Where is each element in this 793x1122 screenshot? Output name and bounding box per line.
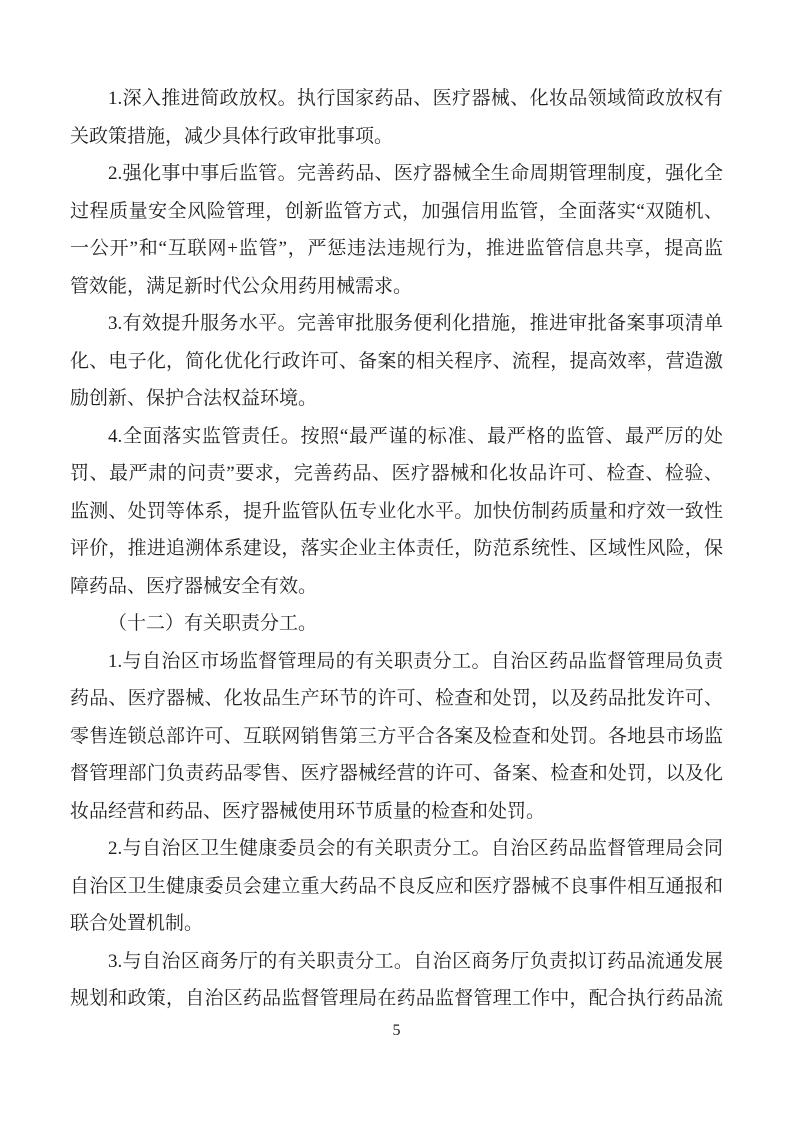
- text-line: 联合处置机制。: [70, 913, 204, 934]
- text-line: （十二）有关职责分工。: [108, 613, 318, 634]
- text-line: 督管理部门负责药品零售、医疗器械经营的许可、备案、检查和处罚，以及化: [70, 763, 723, 784]
- paragraph: [70, 643, 723, 831]
- text-line: 励创新、保护合法权益环境。: [70, 388, 318, 409]
- text-line: 零售连锁总部许可、互联网销售第三方平合各案及检查和处罚。各地县市场监: [70, 725, 723, 747]
- text-line: 4.全面落实监管责任。按照“最严谨的标准、最严格的监管、最严厉的处: [108, 425, 723, 447]
- text-line: 3.有效提升服务水平。完善审批服务便利化措施，推进审批备案事项清单: [108, 313, 723, 334]
- text-line: 一公开”和“互联网+监管”，严惩违法违规行为，推进监管信息共享，提高监: [70, 238, 723, 259]
- paragraph: [70, 830, 723, 943]
- paragraph: [70, 155, 723, 305]
- text-line: 药品、医疗器械、化妆品生产环节的许可、检查和处罚，以及药品批发许可、: [70, 688, 723, 709]
- page-number: 5: [392, 1022, 401, 1039]
- paragraph: [70, 943, 723, 1018]
- text-line: 自治区卫生健康委员会建立重大药品不良反应和医疗器械不良事件相互通报和: [70, 875, 723, 897]
- text-line: 1.与自治区市场监督管理局的有关职责分工。自治区药品监督管理局负责: [108, 650, 723, 672]
- text-line: 1.深入推进简政放权。执行国家药品、医疗器械、化妆品领域简政放权有: [108, 88, 723, 109]
- document-body: [70, 80, 723, 1018]
- text-line: 管效能，满足新时代公众用药用械需求。: [70, 275, 413, 297]
- text-line: 3.与自治区商务厅的有关职责分工。自治区商务厅负责拟订药品流通发展: [108, 950, 723, 972]
- paragraph: [70, 305, 723, 418]
- text-line: 规划和政策，自治区药品监督管理局在药品监督管理工作中，配合执行药品流: [70, 988, 723, 1009]
- text-line: 过程质量安全风险管理，创新监管方式，加强信用监管，全面落实“双随机、: [70, 200, 723, 222]
- text-line: 评价，推进追溯体系建设，落实企业主体责任，防范系统性、区域性风险，保: [70, 538, 723, 559]
- paragraph: [70, 80, 723, 155]
- text-line: 障药品、医疗器械安全有效。: [70, 575, 318, 597]
- paragraph: [70, 418, 723, 606]
- text-line: 2.与自治区卫生健康委员会的有关职责分工。自治区药品监督管理局会同: [108, 838, 723, 859]
- text-line: 罚、最严肃的问责”要求，完善药品、医疗器械和化妆品许可、检查、检验、: [70, 463, 723, 484]
- text-line: 监测、处罚等体系，提升监管队伍专业化水平。加快仿制药质量和疗效一致性: [70, 500, 723, 522]
- text-line: 妆品经营和药品、医疗器械使用环节质量的检查和处罚。: [70, 800, 546, 822]
- text-line: 化、电子化，简化优化行政许可、备案的相关程序、流程，提高效率，营造激: [70, 350, 723, 372]
- text-line: 关政策措施，减少具体行政审批事项。: [70, 125, 394, 147]
- text-line: 2.强化事中事后监管。完善药品、医疗器械全生命周期管理制度，强化全: [108, 163, 723, 184]
- paragraph: [70, 605, 723, 643]
